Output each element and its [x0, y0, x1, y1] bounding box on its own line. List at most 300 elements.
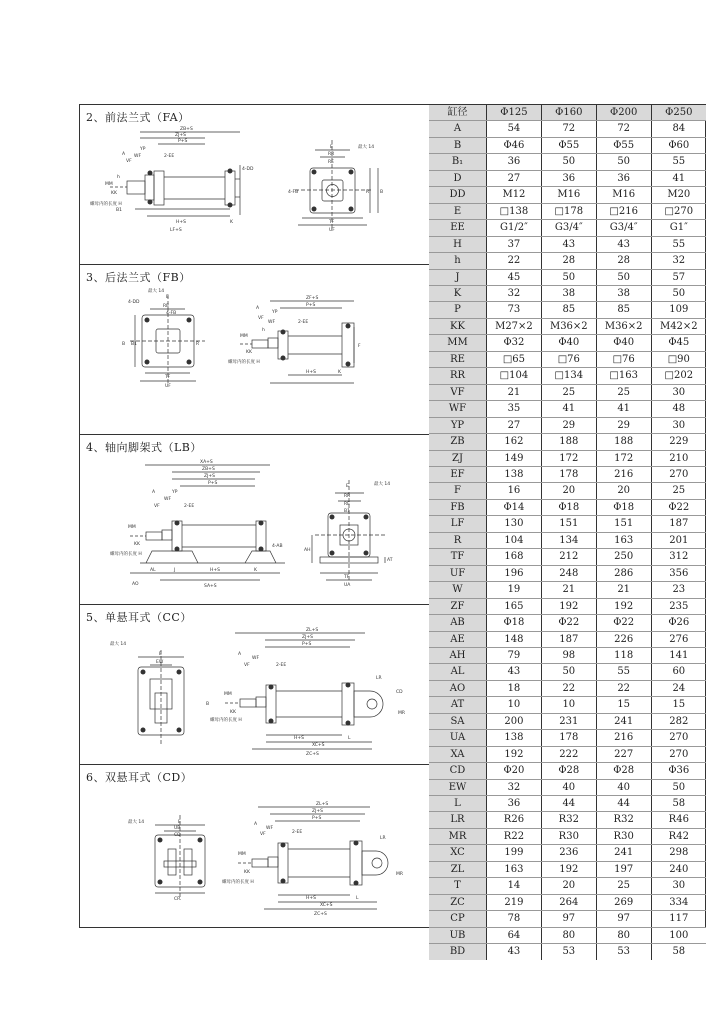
- dimension-label: ZB: [429, 434, 487, 450]
- label-e: E: [178, 820, 181, 825]
- label-e: E: [346, 484, 349, 489]
- label-kk: KK: [246, 350, 252, 355]
- label-vf: VF: [126, 159, 132, 164]
- table-row: [429, 944, 706, 960]
- dimension-value: 97: [541, 911, 596, 927]
- dimension-value: 241: [596, 713, 651, 729]
- dimension-value: 15: [596, 697, 651, 713]
- dimension-value: 41: [596, 401, 651, 417]
- dimension-label: AO: [429, 680, 487, 696]
- dimension-value: 19: [487, 582, 542, 598]
- dimension-label: UA: [429, 730, 487, 746]
- dimension-value: M36×2: [596, 318, 651, 334]
- dimension-label: ZF: [429, 598, 487, 614]
- dimension-value: 21: [596, 582, 651, 598]
- rear-flange-drawing: [80, 265, 429, 435]
- dimension-value: 36: [541, 170, 596, 186]
- dimension-value: Φ32: [487, 335, 542, 351]
- label-mr: MR: [396, 872, 404, 877]
- dimension-label: EF: [429, 466, 487, 482]
- label-tf: TF: [329, 220, 335, 225]
- label-zc: ZC+S: [306, 752, 319, 757]
- dimension-value: 55: [651, 154, 706, 170]
- dimension-value: 53: [541, 944, 596, 960]
- section-single-clevis: [80, 605, 429, 765]
- label-b: B: [122, 342, 126, 347]
- dimension-value: 104: [487, 532, 542, 548]
- dimension-value: 72: [596, 121, 651, 137]
- dimension-value: 32: [487, 285, 542, 301]
- dimension-value: 312: [651, 549, 706, 565]
- dimension-label: RE: [429, 351, 487, 367]
- label-cp: CP: [174, 897, 180, 902]
- label-sa: SA+S: [204, 584, 217, 589]
- dimension-label: FB: [429, 499, 487, 515]
- label-r: R: [196, 342, 200, 347]
- table-row: [429, 746, 706, 762]
- dimension-value: Φ18: [541, 499, 596, 515]
- label-hs: H+S: [306, 896, 317, 901]
- dimension-value: 32: [651, 253, 706, 269]
- dimension-value: 50: [541, 269, 596, 285]
- dimension-value: Φ46: [487, 137, 542, 153]
- label-zc: ZC+S: [314, 912, 327, 917]
- dimension-value: 172: [541, 450, 596, 466]
- label-h: h: [262, 328, 265, 333]
- dimension-value: 200: [487, 713, 542, 729]
- dimension-value: 201: [651, 532, 706, 548]
- label-wf: WF: [252, 656, 260, 661]
- dimension-value: 24: [651, 680, 706, 696]
- table-row: [429, 631, 706, 647]
- label-p: P+S: [312, 816, 322, 821]
- table-header-row: [429, 105, 706, 121]
- dimension-value: Φ36: [651, 763, 706, 779]
- table-row: [429, 351, 706, 367]
- dimension-value: 54: [487, 121, 542, 137]
- label-re: RE: [328, 160, 334, 165]
- table-row: [429, 401, 706, 417]
- dimension-value: 163: [596, 532, 651, 548]
- table-row: [429, 582, 706, 598]
- section-rear-flange: [80, 265, 429, 435]
- dimension-value: □104: [487, 368, 542, 384]
- dimension-value: 192: [596, 598, 651, 614]
- label-wf: WF: [164, 497, 172, 502]
- table-row: [429, 664, 706, 680]
- table-row: [429, 911, 706, 927]
- label-ab: 4-AB: [272, 544, 283, 549]
- dimension-value: □76: [596, 351, 651, 367]
- dimension-label: K: [429, 285, 487, 301]
- dimension-value: 80: [541, 927, 596, 943]
- dimension-value: 100: [651, 927, 706, 943]
- label-al: AL: [150, 568, 156, 573]
- label-rr: RR: [328, 152, 335, 157]
- dimension-value: G3/4″: [596, 220, 651, 236]
- single-clevis-drawing: [80, 605, 429, 765]
- dimension-value: Φ125: [487, 105, 542, 121]
- dimension-value: 43: [596, 236, 651, 252]
- label-thread: 螺母内的长度 H: [110, 552, 142, 557]
- label-lf: LF+S: [170, 228, 182, 233]
- dimension-value: Φ26: [651, 615, 706, 631]
- label-e: E: [330, 145, 333, 150]
- dimension-value: Φ40: [541, 335, 596, 351]
- dimension-value: R22: [487, 828, 542, 844]
- dimension-value: 50: [596, 269, 651, 285]
- dimension-value: 192: [487, 746, 542, 762]
- dimension-value: 21: [487, 384, 542, 400]
- dimension-value: M16: [541, 187, 596, 203]
- dimension-value: 97: [596, 911, 651, 927]
- label-b1: B1: [131, 342, 137, 347]
- dimension-value: □65: [487, 351, 542, 367]
- dimension-value: 27: [487, 417, 542, 433]
- dimension-value: Φ14: [487, 499, 542, 515]
- dimension-label: BD: [429, 944, 487, 960]
- label-j: J: [174, 568, 176, 573]
- label-p: P+S: [306, 303, 316, 308]
- dimension-value: 36: [596, 170, 651, 186]
- section-title: 2、前法兰式（FA）: [86, 111, 190, 124]
- label-zl: ZL+S: [306, 628, 319, 633]
- dimension-value: 25: [651, 483, 706, 499]
- table-row: [429, 828, 706, 844]
- table-row: [429, 285, 706, 301]
- table-row: [429, 269, 706, 285]
- dimension-value: 241: [596, 845, 651, 861]
- dimension-value: 85: [596, 302, 651, 318]
- label-hs: H+S: [294, 736, 305, 741]
- dimension-value: 16: [487, 483, 542, 499]
- dimension-value: 50: [541, 664, 596, 680]
- dimension-value: 187: [541, 631, 596, 647]
- dimension-value: 15: [651, 697, 706, 713]
- dimension-value: 226: [596, 631, 651, 647]
- dimension-label: LR: [429, 812, 487, 828]
- table-row: [429, 170, 706, 186]
- dimension-value: 44: [541, 796, 596, 812]
- dimension-value: 30: [651, 384, 706, 400]
- section-title: 5、单悬耳式（CC）: [86, 611, 192, 624]
- dimension-value: 38: [541, 285, 596, 301]
- label-zj: ZJ+S: [312, 809, 324, 814]
- dimension-value: R30: [541, 828, 596, 844]
- dimension-value: 264: [541, 894, 596, 910]
- dimension-value: Φ60: [651, 137, 706, 153]
- label-uf: UF: [165, 384, 171, 389]
- label-mm: MM: [128, 525, 136, 530]
- dimension-value: 197: [596, 861, 651, 877]
- label-l: L: [348, 736, 351, 741]
- label-a: A: [254, 822, 258, 827]
- dimension-value: □178: [541, 203, 596, 219]
- dimension-value: 172: [596, 450, 651, 466]
- dimension-value: 25: [596, 878, 651, 894]
- table-row: [429, 203, 706, 219]
- label-cd: CD: [396, 690, 403, 695]
- label-zl: ZL+S: [316, 802, 329, 807]
- dimension-label: DD: [429, 187, 487, 203]
- label-b: B: [380, 190, 384, 195]
- dimension-value: 165: [487, 598, 542, 614]
- dimension-value: 80: [596, 927, 651, 943]
- dimension-value: 30: [651, 417, 706, 433]
- dimension-label: WF: [429, 401, 487, 417]
- dimension-value: 23: [651, 582, 706, 598]
- dimension-value: 14: [487, 878, 542, 894]
- label-fb: 4-FB: [288, 190, 299, 195]
- label-b1: B1: [116, 208, 122, 213]
- label-mm: MM: [240, 334, 248, 339]
- dimension-value: 192: [541, 861, 596, 877]
- dimension-label: B: [429, 137, 487, 153]
- label-k: K: [338, 370, 341, 375]
- label-vf: VF: [260, 832, 266, 837]
- dimension-value: 199: [487, 845, 542, 861]
- dimension-value: G1″: [651, 220, 706, 236]
- dimension-value: 22: [487, 253, 542, 269]
- label-yp: YP: [272, 310, 278, 315]
- label-zoom: 最大 14: [128, 820, 145, 825]
- label-mr: MR: [398, 711, 406, 716]
- table-row: [429, 549, 706, 565]
- dimension-value: 50: [596, 154, 651, 170]
- label-uf: UF: [329, 228, 335, 233]
- axial-foot-drawing: [80, 435, 429, 605]
- dimension-value: 178: [541, 730, 596, 746]
- table-row: [429, 187, 706, 203]
- label-kk: KK: [111, 191, 117, 196]
- dimension-value: Φ22: [596, 615, 651, 631]
- table-row: [429, 466, 706, 482]
- table-row: [429, 253, 706, 269]
- dimension-value: 250: [596, 549, 651, 565]
- dimension-value: 43: [487, 664, 542, 680]
- dimension-value: 35: [487, 401, 542, 417]
- dimension-value: 18: [487, 680, 542, 696]
- dimension-value: 270: [651, 466, 706, 482]
- dimension-value: Φ200: [596, 105, 651, 121]
- label-ee: 2-EE: [276, 663, 287, 668]
- dimension-value: 41: [541, 401, 596, 417]
- dimension-value: □216: [596, 203, 651, 219]
- dimension-value: 240: [651, 861, 706, 877]
- label-tf: TF: [344, 575, 350, 580]
- dimension-label: KK: [429, 318, 487, 334]
- dimension-label: LF: [429, 516, 487, 532]
- table-row: [429, 368, 706, 384]
- dimension-label: XC: [429, 845, 487, 861]
- label-dd: 4-DD: [242, 167, 254, 172]
- dimension-label: J: [429, 269, 487, 285]
- table-row: [429, 516, 706, 532]
- dimension-value: 276: [651, 631, 706, 647]
- dimension-value: M42×2: [651, 318, 706, 334]
- label-f: F: [358, 344, 361, 349]
- dimension-value: 41: [651, 170, 706, 186]
- section-double-clevis: [80, 765, 429, 929]
- dimension-value: 141: [651, 647, 706, 663]
- dimension-value: 45: [487, 269, 542, 285]
- label-e: E: [166, 295, 169, 300]
- label-mm: MM: [224, 692, 232, 697]
- dimension-value: Φ18: [487, 615, 542, 631]
- dimension-value: 36: [487, 796, 542, 812]
- label-a: A: [256, 306, 260, 311]
- dimension-value: 178: [541, 466, 596, 482]
- dimension-value: 163: [487, 861, 542, 877]
- dimension-value: 30: [651, 878, 706, 894]
- table-row: [429, 845, 706, 861]
- dimension-value: G3/4″: [541, 220, 596, 236]
- dimension-value: 20: [541, 483, 596, 499]
- dimension-value: 196: [487, 565, 542, 581]
- dimension-value: 270: [651, 730, 706, 746]
- dimension-value: Φ55: [596, 137, 651, 153]
- dimension-value: 138: [487, 730, 542, 746]
- label-thread: 螺母内的长度 H: [210, 718, 242, 723]
- dimension-value: □202: [651, 368, 706, 384]
- dimension-value: Φ45: [651, 335, 706, 351]
- label-zf: ZF+S: [306, 296, 319, 301]
- dimension-label: h: [429, 253, 487, 269]
- dimension-label: D: [429, 170, 487, 186]
- dimension-value: 282: [651, 713, 706, 729]
- table-row: [429, 565, 706, 581]
- label-zj: ZJ+S: [204, 474, 216, 479]
- dimension-label: AL: [429, 664, 487, 680]
- section-title: 6、双悬耳式（CD）: [86, 771, 193, 784]
- label-zoom: 最大 14: [148, 289, 165, 294]
- label-vf: VF: [154, 504, 160, 509]
- dimension-value: 138: [487, 466, 542, 482]
- dimension-label: UF: [429, 565, 487, 581]
- dimension-value: 32: [487, 779, 542, 795]
- dimension-value: 40: [541, 779, 596, 795]
- label-xc: XC+S: [320, 903, 333, 908]
- dimension-value: 188: [541, 434, 596, 450]
- table-row: [429, 499, 706, 515]
- dimension-label: AE: [429, 631, 487, 647]
- dimension-value: 29: [541, 417, 596, 433]
- dimension-value: 43: [487, 944, 542, 960]
- dimension-value: 44: [596, 796, 651, 812]
- label-re: RE: [163, 304, 169, 309]
- dimension-column: [429, 105, 706, 958]
- label-kk: KK: [134, 542, 140, 547]
- dimension-value: 48: [651, 401, 706, 417]
- label-mm: MM: [105, 182, 113, 187]
- dimension-value: 149: [487, 450, 542, 466]
- label-thread: 螺母内的长度 H: [90, 202, 122, 207]
- label-p: P+S: [208, 481, 218, 486]
- label-thread: 螺母内的长度 H: [222, 880, 254, 885]
- label-vf: VF: [244, 663, 250, 668]
- dimension-value: □270: [651, 203, 706, 219]
- label-ua: UA: [344, 583, 351, 588]
- dimension-value: 79: [487, 647, 542, 663]
- table-row: [429, 812, 706, 828]
- label-b1: B1: [344, 509, 350, 514]
- label-hs: H+S: [176, 220, 187, 225]
- dimension-value: 162: [487, 434, 542, 450]
- dimension-label: MR: [429, 828, 487, 844]
- dimension-value: 84: [651, 121, 706, 137]
- dimension-value: 78: [487, 911, 542, 927]
- dimension-label: W: [429, 582, 487, 598]
- dimension-value: M36×2: [541, 318, 596, 334]
- dimension-value: 187: [651, 516, 706, 532]
- dimension-value: 43: [541, 236, 596, 252]
- dimension-value: 192: [541, 598, 596, 614]
- dimension-label: ZC: [429, 894, 487, 910]
- label-ee: 2-EE: [292, 830, 303, 835]
- dimension-label: EE: [429, 220, 487, 236]
- label-zj: ZJ+S: [302, 635, 314, 640]
- dimension-value: 60: [651, 664, 706, 680]
- dimension-value: Φ22: [541, 615, 596, 631]
- label-ee: 2-EE: [298, 320, 309, 325]
- dimension-value: 219: [487, 894, 542, 910]
- dimension-value: Φ40: [596, 335, 651, 351]
- drawing-column: [80, 105, 430, 927]
- label-kk: KK: [230, 710, 236, 715]
- label-zj: ZJ+S: [175, 133, 187, 138]
- dimension-label: MM: [429, 335, 487, 351]
- dimension-value: 269: [596, 894, 651, 910]
- table-row: [429, 302, 706, 318]
- dimension-label: EW: [429, 779, 487, 795]
- dimension-label: ZL: [429, 861, 487, 877]
- dimension-value: 37: [487, 236, 542, 252]
- label-b: B: [206, 702, 210, 707]
- label-dd: 4-DD: [128, 300, 140, 305]
- dimension-value: □134: [541, 368, 596, 384]
- label-e: E: [159, 652, 162, 657]
- dimension-label: R: [429, 532, 487, 548]
- table-row: [429, 796, 706, 812]
- spec-sheet: [79, 104, 706, 958]
- dimension-label: SA: [429, 713, 487, 729]
- dimension-value: R26: [487, 812, 542, 828]
- dimension-label: CD: [429, 763, 487, 779]
- dimension-value: Φ55: [541, 137, 596, 153]
- dimension-value: 222: [541, 746, 596, 762]
- dimension-label: AH: [429, 647, 487, 663]
- dimension-value: 28: [541, 253, 596, 269]
- dimension-label: B₁: [429, 154, 487, 170]
- table-row: [429, 121, 706, 137]
- label-zoom: 最大 14: [110, 642, 127, 647]
- dimension-value: Φ160: [541, 105, 596, 121]
- dimension-value: 72: [541, 121, 596, 137]
- dimension-value: 227: [596, 746, 651, 762]
- label-cd: CD: [174, 833, 181, 838]
- dimension-value: Φ250: [651, 105, 706, 121]
- table-row: [429, 779, 706, 795]
- label-zb: ZB+S: [202, 467, 215, 472]
- dimension-value: 216: [596, 730, 651, 746]
- table-row: [429, 697, 706, 713]
- dimension-value: M16: [596, 187, 651, 203]
- table-row: [429, 730, 706, 746]
- label-h: h: [117, 175, 120, 180]
- label-xc: XC+S: [312, 743, 325, 748]
- dimension-value: 55: [651, 236, 706, 252]
- dimension-label: TF: [429, 549, 487, 565]
